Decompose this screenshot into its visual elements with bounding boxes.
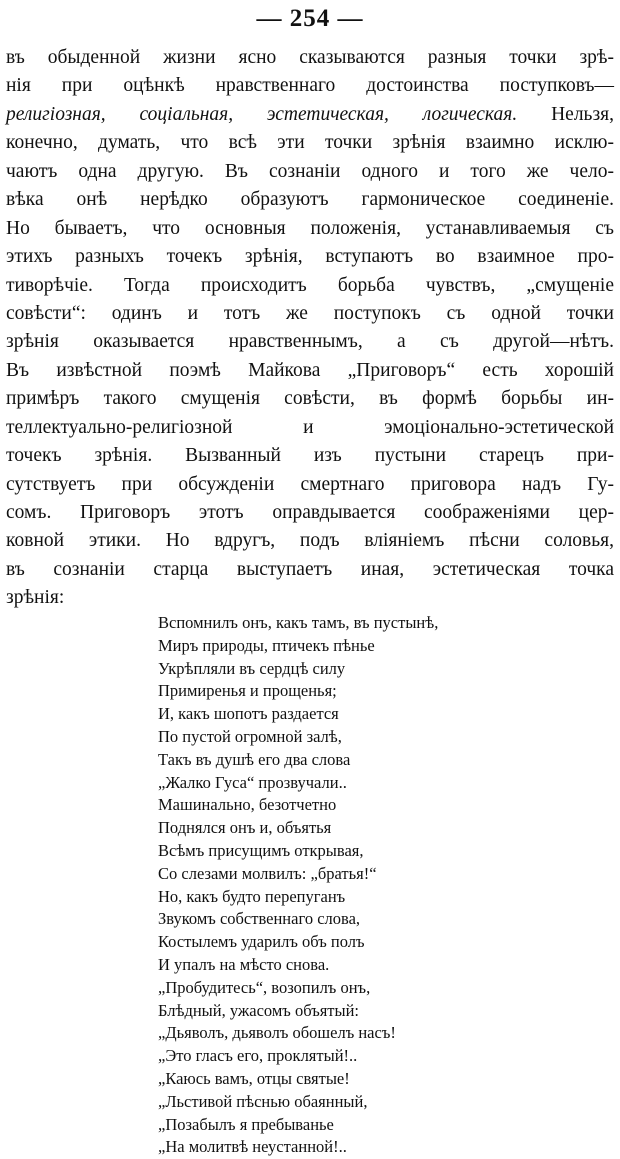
prose-line: точекъ зрѣнія. Вызванный изъ пустыни старецъ при-: [6, 445, 614, 467]
prose-line: примѣръ такого смущенія совѣсти, въ формѣ борьбы ин-: [6, 388, 614, 410]
prose-line: въ обыденной жизни ясно сказываются разныя точки зрѣ-: [6, 47, 614, 68]
poem-quotation: [158, 612, 608, 1159]
prose-line: этихъ разныхъ точекъ зрѣнія, вступаютъ во взаимное про-: [6, 246, 614, 268]
poem-line: По пустой огромной залѣ,: [158, 726, 342, 746]
poem-line: Вспомнилъ онъ, какъ тамъ, въ пустынѣ,: [158, 613, 439, 632]
prose-line: Но бываетъ, что основныя положенія, устанавливаемыя съ: [6, 217, 614, 239]
poem-line: Костылемъ ударилъ объ полъ: [158, 932, 365, 952]
poem-line: Машинально, безотчетно: [158, 795, 337, 815]
prose-line: совѣсти“: одинъ и тотъ же поступокъ съ одной точки: [6, 302, 614, 324]
poem-line: Такъ въ душѣ его два слова: [158, 749, 351, 769]
prose-line: зрѣнія:: [6, 587, 65, 609]
poem-line: Блѣдный, ужасомъ объятый:: [158, 1000, 360, 1020]
poem-line: „Пробудитесь“, возопилъ онъ,: [158, 977, 371, 997]
poem-line: „Дьяволъ, дьяволъ обошелъ насъ!: [158, 1023, 396, 1043]
poem-line: „Каюсь вамъ, отцы святые!: [158, 1068, 350, 1088]
poem-line: Но, какъ будто перепуганъ: [158, 886, 346, 906]
prose-line-italic: [6, 101, 614, 129]
poem-line: „Это гласъ его, проклятый!..: [158, 1046, 358, 1066]
prose-line: зрѣнія оказывается нравственнымъ, а съ другой—нѣтъ.: [6, 331, 614, 353]
poem-line: „Льстивой пѣснью обаянный,: [158, 1091, 368, 1111]
poem-line: Миръ природы, птичекъ пѣнье: [158, 635, 375, 655]
poem-line: „На молитвѣ неустанной!..: [158, 1137, 347, 1157]
prose-line: чаютъ одна другую. Въ сознаніи одного и того же чело-: [6, 160, 614, 182]
poem-line: Всѣмъ присущимъ открывая,: [158, 840, 364, 860]
prose-line: нія при оцѣнкѣ нравственнаго достоинства поступковъ—: [6, 75, 614, 97]
prose-line: конечно, думать, что всѣ эти точки зрѣнія взаимно исклю-: [6, 132, 614, 154]
prose-line: въ сознаніи старца выступаетъ иная, эстетическая точка: [6, 558, 614, 580]
poem-line: Звукомъ собственнаго слова,: [158, 909, 361, 929]
prose-line: сутствуетъ при обсужденіи смертнаго приговора надъ Гу-: [6, 473, 614, 495]
poem-line: „Позабылъ я пребыванье: [158, 1114, 334, 1134]
poem-line: Примиренья и прощенья;: [158, 681, 337, 701]
prose-line: ковной этики. Но вдругъ, подъ вліяніемъ пѣсни соловья,: [6, 530, 614, 552]
page-number: — 254 —: [256, 5, 364, 32]
italic-phrase: религіозная, соціальная, эстетическая, логическая.: [6, 103, 518, 125]
poem-line: Укрѣпляли въ сердцѣ силу: [158, 658, 346, 678]
prose-line: тиворѣчіе. Тогда происходитъ борьба чувствъ, „смущеніе: [6, 274, 614, 296]
poem-line: И, какъ шопотъ раздается: [158, 704, 339, 724]
prose-line-rest: Нельзя,: [517, 103, 614, 125]
poem-line: Поднялся онъ и, объятья: [158, 818, 332, 838]
poem-line: „Жалко Гуса“ прозвучали..: [158, 772, 347, 792]
prose-line: сомъ. Приговоръ этотъ оправдывается соображеніями цер-: [6, 502, 614, 523]
poem-line: Со слезами молвилъ: „братья!“: [158, 863, 377, 883]
prose-paragraph: [6, 44, 614, 613]
poem-line: И упалъ на мѣсто снова.: [158, 954, 330, 974]
prose-line: теллектуально-религіозной и эмоціонально-эстетической: [6, 416, 614, 438]
prose-line: Въ извѣстной поэмѣ Майкова „Приговоръ“ есть хорошій: [6, 359, 614, 381]
prose-line: вѣка онѣ нерѣдко образуютъ гармоническое соединеніе.: [6, 189, 614, 211]
